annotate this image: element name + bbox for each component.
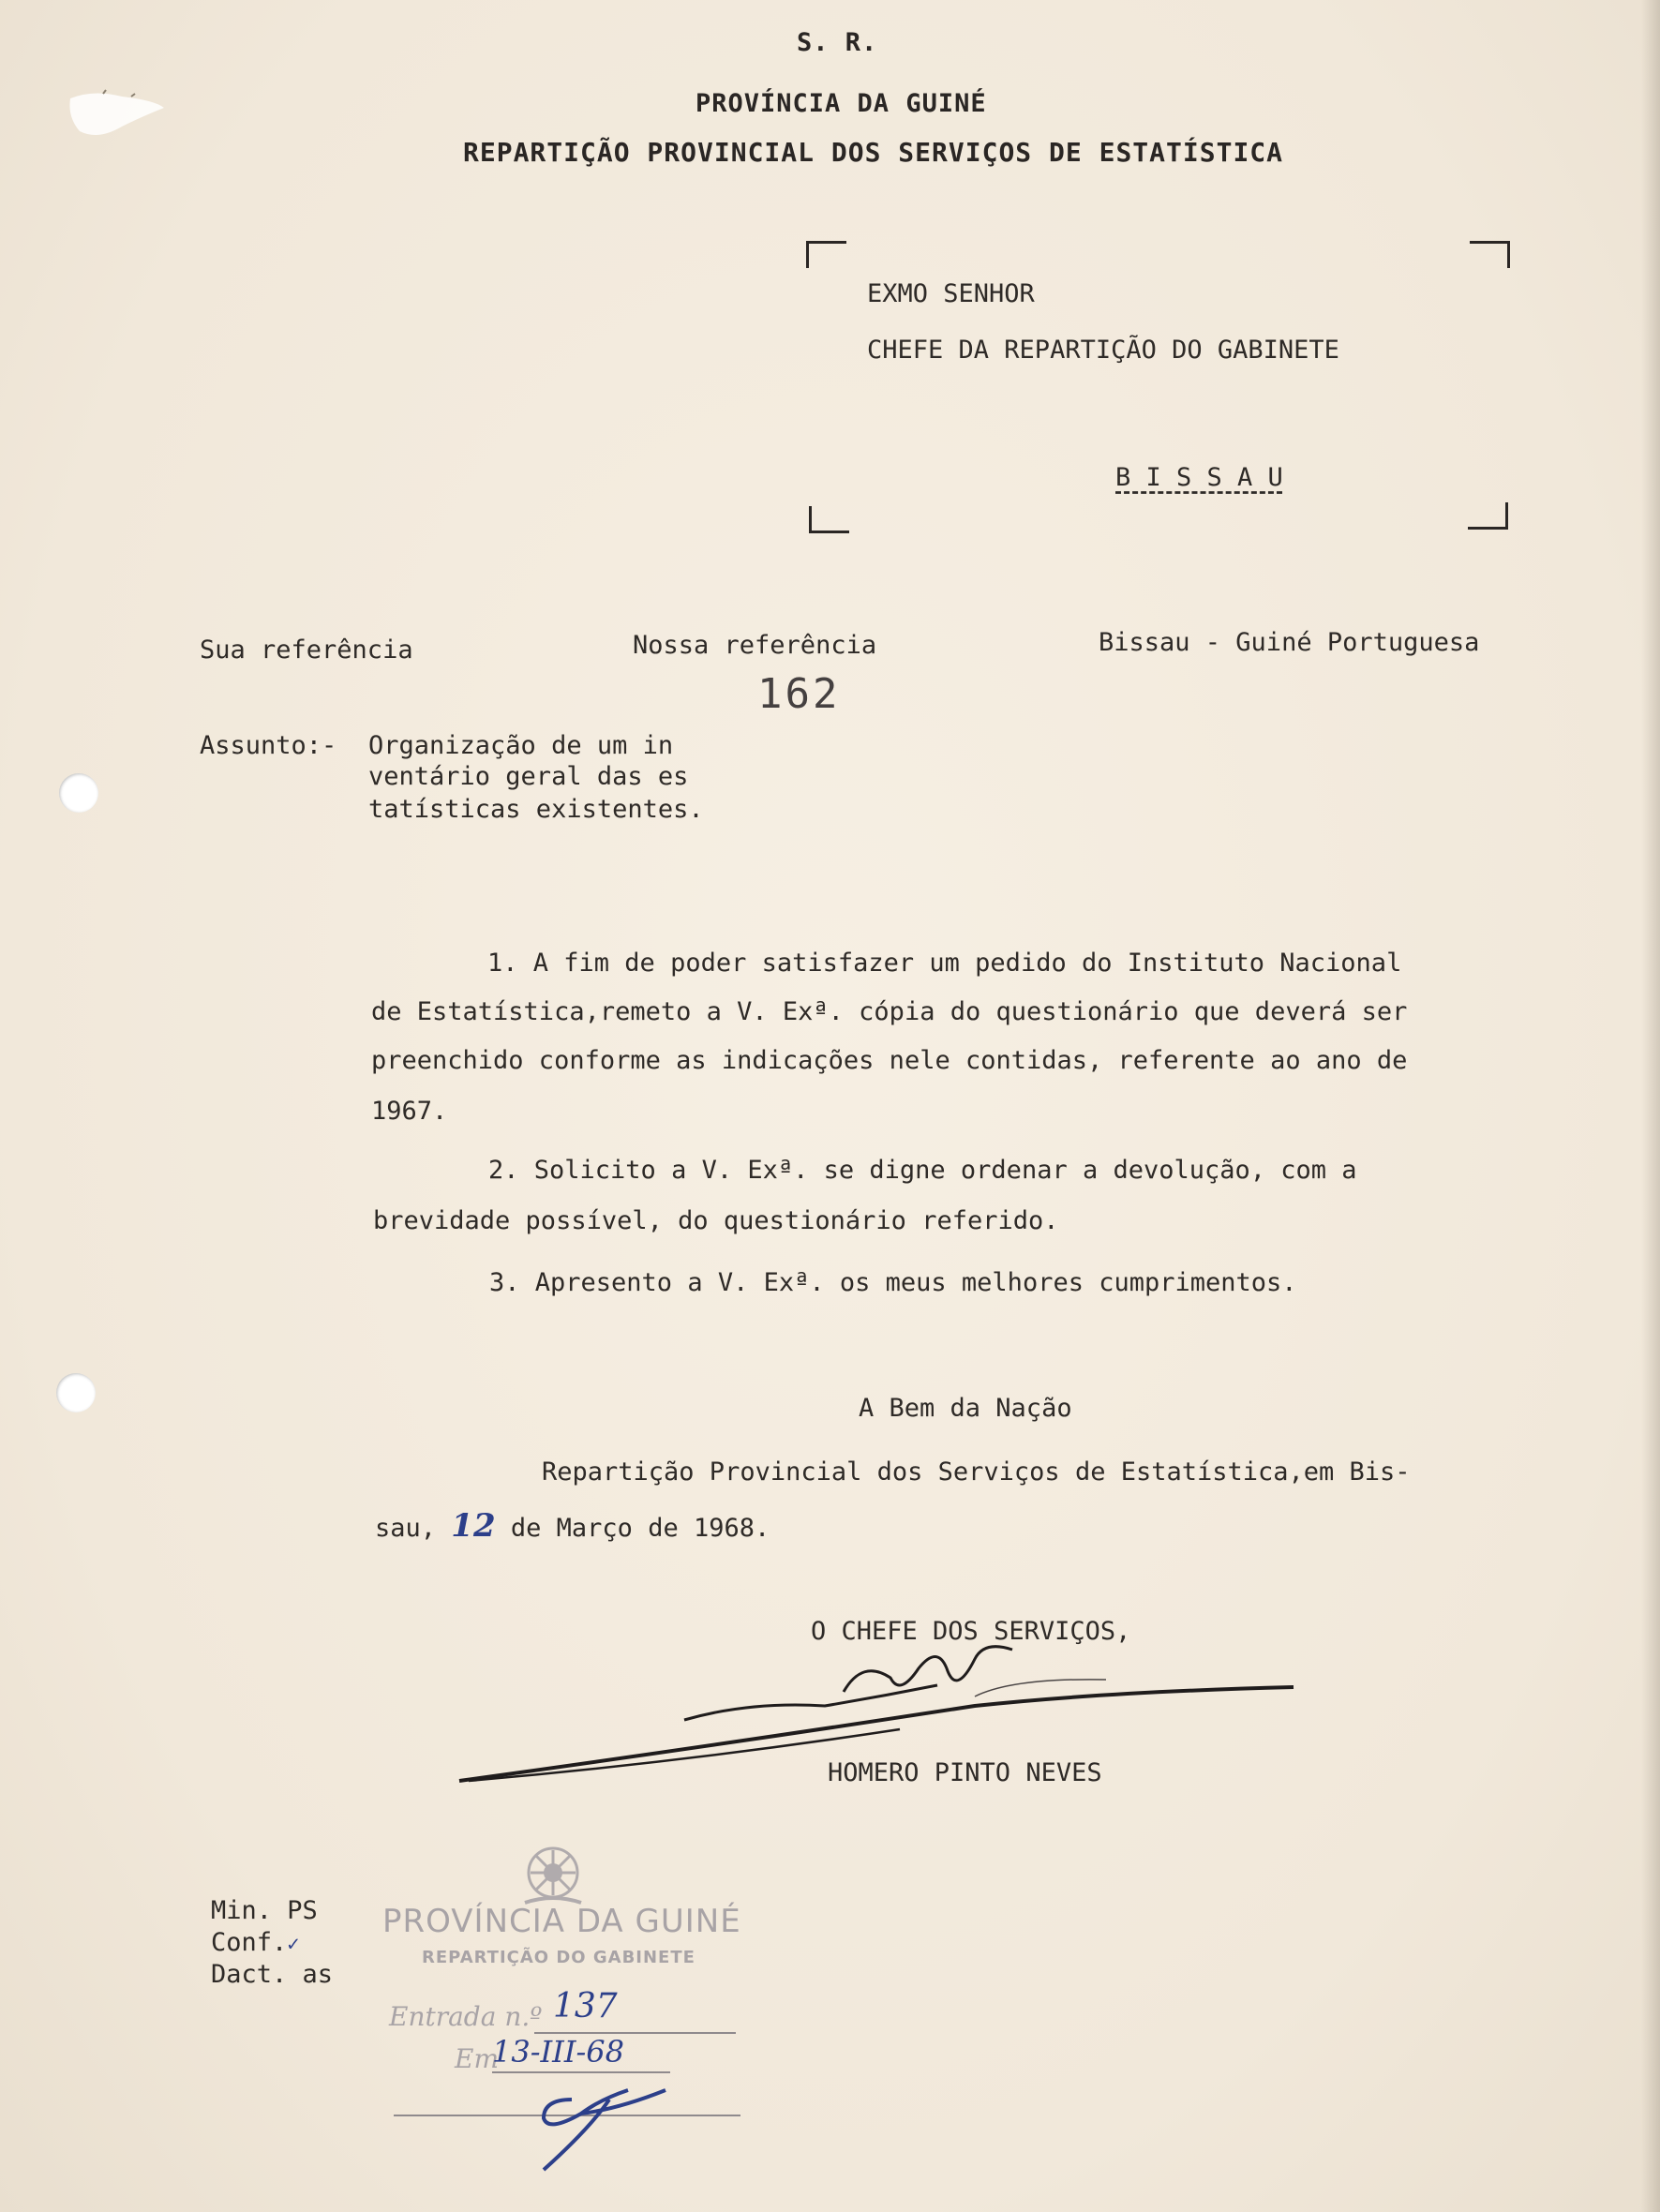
stamp-entrada-number: 137 xyxy=(553,1987,618,2025)
torn-corner-mark xyxy=(66,89,169,145)
paragraph-2-line-1: 2. Solicito a V. Exª. se digne ordenar a devolução, com a xyxy=(488,1156,1357,1185)
coat-of-arms-emblem xyxy=(506,1837,600,1912)
addressee-salutation: EXMO SENHOR xyxy=(867,279,1035,308)
footer-conf xyxy=(211,1928,300,1957)
paragraph-3-line-1: 3. Apresento a V. Exª. os meus melhores cumprimentos. xyxy=(489,1268,1297,1297)
closing-place-line-2 xyxy=(375,1507,770,1545)
address-corner-bottom-left xyxy=(809,506,849,533)
page-edge-shadow xyxy=(1641,0,1660,2212)
subject-line-2: ventário geral das es xyxy=(368,762,689,791)
closing-place-prefix: sau, xyxy=(375,1514,437,1543)
header-sr: S. R. xyxy=(797,28,878,57)
nossa-referencia-label: Nossa referência xyxy=(633,631,877,660)
conf-check-mark: ✓ xyxy=(287,1933,300,1956)
addressee-title: CHEFE DA REPARTIÇÃO DO GABINETE xyxy=(867,336,1339,365)
handwritten-day: 12 xyxy=(451,1507,496,1545)
signatory-name: HOMERO PINTO NEVES xyxy=(828,1758,1102,1787)
punch-hole-top xyxy=(59,773,98,813)
paragraph-1-line-3: preenchido conforme as indicações nele contidas, referente ao ano de xyxy=(371,1046,1408,1075)
paragraph-1-line-2: de Estatística,remeto a V. Exª. cópia do questionário que deverá ser xyxy=(371,997,1408,1026)
footer-conf-label: Conf. xyxy=(211,1928,288,1957)
place-header: Bissau - Guiné Portuguesa xyxy=(1099,628,1480,657)
stamp-entrada-label: Entrada n.º xyxy=(389,2001,543,2032)
paragraph-1-line-1: 1. A fim de poder satisfazer um pedido do Instituto Nacional xyxy=(487,949,1402,978)
stamp-em-label: Em xyxy=(455,2043,499,2074)
nossa-referencia-number: 162 xyxy=(757,670,841,718)
closing-place-line-1: Repartição Provincial dos Serviços de Estatística,em Bis- xyxy=(542,1457,1411,1487)
header-province: PROVÍNCIA DA GUINÉ xyxy=(695,89,987,118)
address-corner-top-left xyxy=(806,241,846,268)
stamp-department: REPARTIÇÃO DO GABINETE xyxy=(422,1948,695,1967)
subject-line-1: Organização de um in xyxy=(368,731,674,760)
entrance-stamp xyxy=(375,1837,769,2175)
subject-label: Assunto:- xyxy=(200,731,337,760)
footer-dact: Dact. as xyxy=(211,1960,334,1989)
stamp-initials xyxy=(684,2090,687,2092)
address-corner-top-right xyxy=(1470,241,1510,268)
closing-place-suffix: de Março de 1968. xyxy=(510,1514,770,1543)
stamp-em-date: 13-III-68 xyxy=(492,2034,624,2070)
subject-line-3: tatísticas existentes. xyxy=(368,795,704,824)
footer-min: Min. PS xyxy=(211,1896,318,1925)
signatory-title: O CHEFE DOS SERVIÇOS, xyxy=(811,1617,1131,1646)
punch-hole-bottom xyxy=(56,1373,96,1412)
header-department: REPARTIÇÃO PROVINCIAL DOS SERVIÇOS DE ESTATÍSTICA xyxy=(463,137,1284,168)
paragraph-1-line-4: 1967. xyxy=(371,1097,448,1126)
closing-motto: A Bem da Nação xyxy=(859,1394,1072,1423)
signature-text xyxy=(1247,1734,1267,1736)
paragraph-2-line-2: brevidade possível, do questionário referido. xyxy=(373,1206,1059,1235)
stamp-province: PROVÍNCIA DA GUINÉ xyxy=(382,1903,741,1940)
sua-referencia-label: Sua referência xyxy=(200,635,413,665)
addressee-city: B I S S A U xyxy=(1115,463,1283,492)
address-corner-bottom-right xyxy=(1468,502,1508,530)
stamp-initials-scribble xyxy=(516,2071,684,2175)
